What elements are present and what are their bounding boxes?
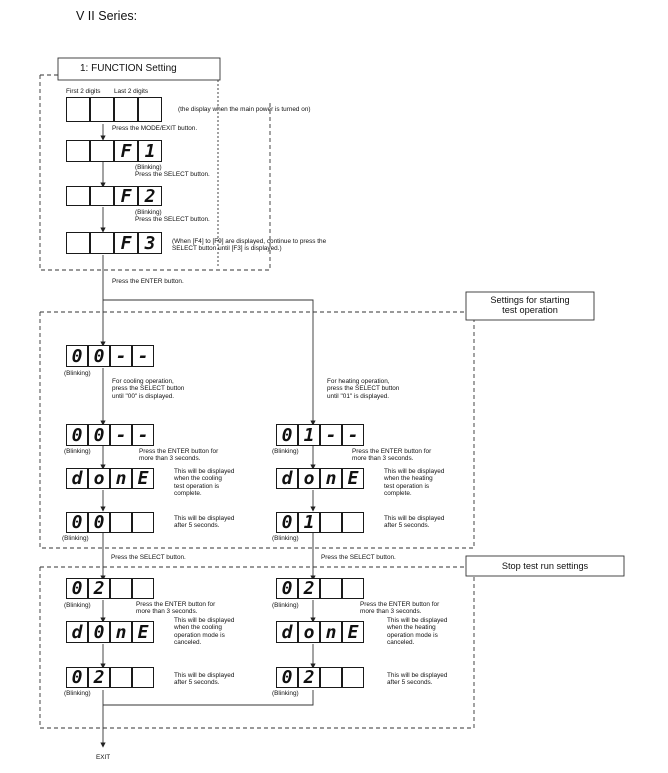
f4-f9-note: (When [F4] to [F9] are displayed, continue to press the SELECT button until [F3] is displayed.) bbox=[172, 238, 327, 253]
cooling-note: For cooling operation, press the SELECT button until "00" is displayed. bbox=[112, 378, 185, 400]
power-on-note: (the display when the main power is turned on) bbox=[178, 106, 311, 113]
cancel-cooling-note: This will be displayed when the cooling operation mode is canceled. bbox=[174, 617, 235, 647]
stop-enter-left: Press the ENTER button for more than 3 seconds. bbox=[136, 601, 216, 616]
section-start-label: Settings for starting test operation bbox=[490, 295, 570, 315]
enter-3s-right: Press the ENTER button for more than 3 seconds. bbox=[352, 448, 432, 463]
stop-02-after-right-blinking: (Blinking) bbox=[272, 690, 299, 697]
result-00-blinking: (Blinking) bbox=[62, 535, 89, 542]
select-left-instruction: Press the SELECT button. bbox=[111, 554, 186, 561]
enter-instruction: Press the ENTER button. bbox=[112, 278, 184, 285]
select-right-instruction: Press the SELECT button. bbox=[321, 554, 396, 561]
stop-02-right-blinking: (Blinking) bbox=[272, 602, 299, 609]
select-instruction-2: Press the SELECT button. bbox=[135, 216, 210, 223]
function-setting-title: 1: FUNCTION Setting bbox=[80, 63, 177, 74]
series-heading: V II Series: bbox=[76, 9, 138, 23]
code-00-blinking: (Blinking) bbox=[64, 370, 91, 377]
done-cooling-note: This will be displayed when the cooling test operation is complete. bbox=[174, 468, 235, 498]
section-stop-label: Stop test run settings bbox=[501, 561, 589, 571]
stop-enter-right: Press the ENTER button for more than 3 seconds. bbox=[360, 601, 440, 616]
f1-blinking: (Blinking) bbox=[135, 164, 162, 171]
stop-02-left-blinking: (Blinking) bbox=[64, 602, 91, 609]
after-5s-note-3: This will be displayed after 5 seconds. bbox=[174, 672, 235, 687]
code-01-blinking: (Blinking) bbox=[272, 448, 299, 455]
f2-blinking: (Blinking) bbox=[135, 209, 162, 216]
after-5s-note-2: This will be displayed after 5 seconds. bbox=[384, 515, 445, 530]
code-00-confirm-blinking: (Blinking) bbox=[64, 448, 91, 455]
enter-3s-left: Press the ENTER button for more than 3 seconds. bbox=[139, 448, 219, 463]
last-digits-label: Last 2 digits bbox=[114, 88, 149, 95]
stop-02-after-left-blinking: (Blinking) bbox=[64, 690, 91, 697]
exit-label: EXIT bbox=[96, 754, 111, 761]
after-5s-note-4: This will be displayed after 5 seconds. bbox=[387, 672, 448, 687]
mode-exit-instruction: Press the MODE/EXIT button. bbox=[112, 125, 198, 132]
heating-note: For heating operation, press the SELECT button until "01" is displayed. bbox=[327, 378, 400, 400]
first-digits-label: First 2 digits bbox=[66, 88, 101, 95]
after-5s-note-1: This will be displayed after 5 seconds. bbox=[174, 515, 235, 530]
done-heating-note: This will be displayed when the heating test operation is complete. bbox=[384, 468, 445, 498]
result-01-blinking: (Blinking) bbox=[272, 535, 299, 542]
cancel-heating-note: This will be displayed when the heating operation mode is canceled. bbox=[387, 617, 448, 647]
select-instruction-1: Press the SELECT button. bbox=[135, 171, 210, 178]
